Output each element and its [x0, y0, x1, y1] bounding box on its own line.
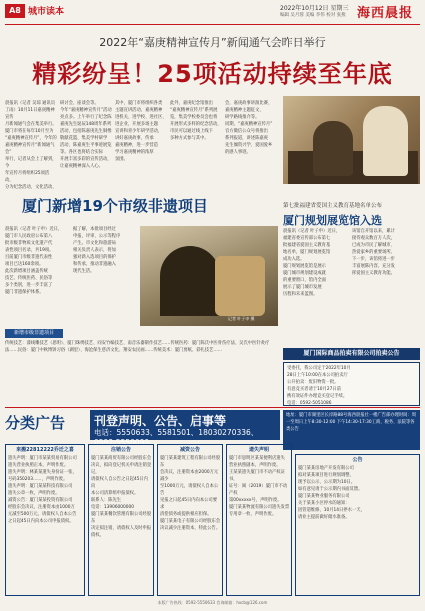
- section-name: 城市读本: [28, 7, 65, 17]
- text-line: 请业主提前做好储水准备。: [298, 515, 350, 520]
- text-line: 展示了厦门城市发展: [283, 285, 322, 290]
- issue-date: 2022年10月12日 星期三: [280, 5, 349, 12]
- page-footer: 本版广告热线：0592-5550633 咨询邮箱：hxcb@126.com: [157, 600, 268, 605]
- box-content: [5, 340, 280, 354]
- text-line: 嘉庚精神主题征文、: [225, 108, 264, 113]
- text-line: 批福建省爱国主义教育基: [283, 243, 331, 248]
- ads-col2: [91, 455, 152, 593]
- text-line: 其中，厦门市将组织各类: [115, 101, 163, 106]
- text-line: 成功入选。: [283, 257, 305, 262]
- text-line: 传统医药：厦门陈氏中医骨伤疗法、吴氏中医针灸疗法……: [5, 341, 270, 353]
- article1-col1: [5, 100, 57, 190]
- text-line: 电话：0592-5051086: [287, 401, 332, 405]
- text-line: 公开拍卖：废旧物资一批。: [287, 380, 339, 385]
- text-line: 遗失营业执照正本，声明作废。: [8, 463, 69, 468]
- text-line: 市民可以通过线上线下: [170, 129, 213, 134]
- text-line: 官方微信公众号将推出: [225, 129, 268, 134]
- text-line: 先生倾资兴学、爱国爱乡: [225, 143, 273, 148]
- auction-box: [283, 362, 420, 406]
- text-line: 有意竞买者请于10月27日前: [287, 387, 341, 392]
- article3-headline: 厦门规划展览馆入选: [283, 214, 382, 227]
- text-line: 活动，包括陈嘉庚先生铜像: [60, 129, 112, 134]
- text-line: 现予以公示，公示期为10日。: [298, 480, 356, 485]
- text-line: 会决议，注册资本由2000万元减少: [160, 470, 219, 482]
- article3-col2: [352, 228, 420, 344]
- text-line: 氛围。: [115, 157, 128, 162]
- text-line: 的重要窗口，馆内全面: [283, 278, 326, 283]
- text-line: 厦门市思明区某某便利店遗失: [229, 456, 285, 461]
- text-line: 遗失声明：林某某遗失身份证一张，: [8, 470, 77, 475]
- text-line: 王某某遗失厦门市不动产权证书，: [229, 470, 285, 482]
- text-line: 厦门市将在每年10月至为: [5, 129, 54, 134]
- text-line: 厦门城市规划建设成就: [283, 271, 326, 276]
- text-line: 表性项目名录，共19项。: [5, 248, 54, 253]
- text-line: 多种方式参与其中。: [170, 136, 209, 141]
- text-line: 请债权人自公告之日起45日内向: [91, 477, 149, 489]
- text-line: 月新闻通气会在集美举行。: [5, 122, 57, 127]
- text-line: 讲好嘉庚故事，传承: [115, 136, 154, 141]
- text-line: 遗失声明：厦门市某某贸易有限公司: [8, 456, 77, 461]
- text-line: 厦门某某房地产开发有限公司: [298, 466, 354, 471]
- article1-headline: 精彩纷呈！25项活动持续至年底: [32, 60, 393, 88]
- article2-photo-caption: 记者 叶子申 摄: [228, 316, 255, 321]
- text-line: 学习嘉庚精神的浓厚: [115, 150, 154, 155]
- text-line: 申报、评审、公示等程序: [73, 234, 121, 239]
- text-line: 厦门非遗保护体系。: [5, 290, 44, 295]
- text-line: 厦门某某物流有限公司遗失发票: [229, 505, 290, 510]
- header-divider: [5, 24, 420, 25]
- text-line: 嘉庚先生诞辰148周年系列: [60, 122, 112, 127]
- text-line: 遗失声明：厦门某某科技有限公司: [8, 484, 73, 489]
- text-line: 览，集美学校委员会也将: [170, 115, 218, 120]
- text-line: 至1000万元，请债权人自本公告: [160, 484, 219, 496]
- text-line: 据了解，本批项目经过: [73, 227, 116, 232]
- text-line: 举行，记者从会上了解到，今: [5, 157, 57, 169]
- ads-col2-title: 注销公告: [110, 447, 131, 453]
- box-title: 新增市级非遗项目: [5, 329, 63, 338]
- text-line: 工商、税务、法院等各类公告: [286, 420, 415, 432]
- text-line: 接待观众数百万人次，: [352, 236, 395, 241]
- text-line: 多个类别，进一步丰富了: [5, 283, 53, 288]
- ads-col1-title: 来搬22812222乔迁之喜: [16, 447, 74, 453]
- ads-col3: [160, 455, 221, 593]
- text-line: 研学路线推介等。: [225, 115, 260, 120]
- text-line: 会，嘉庚故事讲演比赛、: [225, 101, 273, 106]
- text-line: 营业执照副本，声明作废。: [229, 463, 281, 468]
- article2-photo: [140, 226, 278, 326]
- text-line: 进企业，开展多场主题: [115, 122, 158, 127]
- text-line: 活动、陈嘉庚生平事迹展览: [60, 143, 112, 148]
- ads-col4-title: 遗失声明: [248, 447, 269, 453]
- text-line: 厦门某某餐饮管理有限公司经股东: [91, 512, 152, 524]
- page-header: [0, 0, 425, 24]
- text-line: 分为纪念活动、文化活动、: [5, 185, 57, 190]
- text-line: 宣讲和青少年研学活动，: [115, 129, 163, 134]
- text-line: 现代生活。: [73, 269, 95, 274]
- text-line: 强对新入选项目的保护: [73, 255, 116, 260]
- editors-line: 编辑 吴月蓉 美编 李伟 校对 张燕: [280, 13, 346, 18]
- article3-col1: [283, 228, 349, 344]
- text-line: 敬献花篮、集美学村研学: [60, 136, 108, 141]
- text-line: 联系人：陈先生: [91, 498, 122, 503]
- text-line: 福建省委宣传部公布第七: [283, 236, 331, 241]
- text-line: 厦门某某建筑工程有限公司经股东: [160, 456, 221, 468]
- text-line: 此次新增项目涵盖传统: [5, 269, 48, 274]
- text-line: 批市级非物质文化遗产代: [5, 241, 53, 246]
- ads-col4: [229, 455, 290, 593]
- text-line: 丁雨）10月11日嘉庚精神宣传: [5, 108, 55, 120]
- article2-col2: [73, 226, 137, 326]
- text-line: 挥爱国主义教育功能。: [352, 271, 395, 276]
- text-line: 的感人事迹。: [225, 150, 251, 155]
- page-number: A8: [5, 4, 25, 18]
- text-line: 开展丰富多彩的宣传活动，: [60, 157, 112, 162]
- ads-col1: [8, 455, 83, 593]
- text-line: 经股东会决议，注册资本由1000万: [8, 505, 75, 510]
- text-line: 产生。市文化和旅游局: [73, 241, 116, 246]
- text-line: 地址：厦门市湖里区长岸路88号: [286, 413, 348, 418]
- text-line: 如有意见请于公示期内书面反馈。: [298, 487, 363, 492]
- text-line: 此外，嘉庚纪念馆推出: [170, 101, 213, 106]
- text-line: 嘉庚精神宣传月“新闻通气会”: [5, 143, 55, 155]
- article1-col5: [225, 100, 280, 190]
- text-line: 技艺、传统医药、民俗等: [5, 276, 53, 281]
- text-line: 拟对某某项目进行规划调整，: [298, 473, 354, 478]
- text-line: 主题宣讲活动，嘉庚精神: [115, 108, 163, 113]
- text-line: 晨报讯（记者 吴琼 通讯员: [5, 101, 55, 106]
- text-line: 携有效证件办理竞买登记手续。: [287, 394, 348, 399]
- text-line: 亮点多。上午举行了纪念陈: [60, 115, 112, 120]
- text-line: 热爱家乡的重要场所。: [352, 250, 395, 255]
- text-line: 本公司清算组申报债权。: [91, 491, 139, 496]
- text-line: 今年“嘉庚精神宣传月”活动: [60, 108, 112, 113]
- text-line: 专用章一枚，声明作废。: [229, 512, 277, 517]
- text-line: 厦门规划展览馆是展示: [283, 264, 326, 269]
- text-line: 因管道维修，10月14日停水一天，: [298, 508, 365, 513]
- auction-title: 厦门国际商品拍卖有限公司拍卖公告: [283, 348, 420, 360]
- text-line: 丰富展陈内容，充分发: [352, 264, 395, 269]
- text-line: 决定拟注销，请债权人及时申报债权。: [91, 526, 152, 538]
- text-line: 28日上午10:00在本公司拍卖厅: [287, 373, 348, 378]
- text-line: 证号：闽（2019）厦门市不动产权: [229, 484, 288, 496]
- text-line: 开展形式多样的纪念活动，: [170, 122, 222, 127]
- text-line: 第00xxxxx号，声明作废。: [229, 498, 282, 503]
- text-line: 等。各区也将结合实际: [60, 150, 103, 155]
- text-line: 厦门某某商贸有限公司经股东会: [91, 456, 152, 461]
- ads-category: 分类广告: [5, 414, 66, 432]
- ads-col3-title: 减资公告: [179, 447, 200, 453]
- text-line: “嘉庚精神宣传月”，今年的: [5, 136, 57, 141]
- ads-divider: [5, 407, 420, 408]
- text-line: 厦门某某物业服务有限公司: [298, 494, 350, 499]
- text-line: 晨报讯（记者 叶子申）近日，: [283, 229, 341, 234]
- text-line: 目前厦门市级非遗代表性: [5, 255, 53, 260]
- article1-kicker: 2022年“嘉庚精神宣传月”新闻通气会昨日举行: [99, 36, 326, 49]
- text-line: 该馆自开馆以来，累计: [352, 229, 395, 234]
- auction-content: [287, 365, 417, 405]
- newspaper-logo: 海西晨报: [357, 6, 414, 21]
- text-line: 电话：13906000000: [91, 505, 134, 510]
- ads-col5: [298, 465, 418, 593]
- text-line: 研讨会、座谈会等。: [60, 101, 99, 106]
- text-line: 同期，“嘉庚精神宣传月”: [225, 122, 273, 127]
- text-line: 和传承，推动非遗融入: [73, 262, 116, 267]
- text-line: 上午8:30-12:00 下午14:30-17:30: [303, 420, 372, 425]
- text-line: 清偿债务或提供相应担保。: [160, 512, 212, 517]
- text-line: 传统技艺：漆线雕技艺（思明）、厦门珠绣技艺、同安竹编技艺、南音乐器制作技艺……: [5, 341, 171, 346]
- text-line: 传统美术：厦门剪纸、彩扎技艺……: [153, 348, 222, 353]
- text-line: 民俗：厦门中秋博饼习俗（湖里）、海沧保生慈济文化、翔安农民画……: [17, 348, 154, 353]
- text-line: 年宣传月将组织25项活动，: [5, 171, 50, 183]
- article2-col1: [5, 226, 70, 326]
- text-line: 让嘉庚精神深入人心。: [60, 164, 103, 169]
- text-line: “嘉庚精神宣传月”系列展: [170, 108, 218, 113]
- text-line: 相关负责人表示，将加: [73, 248, 116, 253]
- text-line: 嘉庚精神，进一步营造: [115, 143, 158, 148]
- text-line: 厦门某某电子有限公司经股东会: [160, 519, 221, 524]
- ads-right-box: [283, 410, 420, 450]
- text-line: 历程和未来蓝图。: [283, 292, 318, 297]
- text-line: 受委托，我公司定于2022年10月: [287, 366, 351, 371]
- text-line: 厦门市人民政府公布第八: [5, 234, 53, 239]
- ads-banner: [90, 410, 280, 447]
- text-line: 减资公告：厦门某某投资有限公司: [8, 498, 73, 503]
- ads-banner-phone: 电话：5550633、5581501、18030270336、0592-5550099: [94, 428, 259, 447]
- text-line: 决议，拟向登记机关申请注销登记，: [91, 463, 152, 475]
- ads-banner-title: 刊登声明、公告、启事等: [94, 414, 227, 428]
- text-line: 遗失公章一枚，声明作废。: [8, 491, 60, 496]
- text-line: 进机关、进学校、进社区、: [115, 115, 167, 120]
- text-line: 系列报道，讲述陈嘉庚: [225, 136, 268, 141]
- text-line: 晨报讯（记者 叶子申）近日，: [5, 227, 63, 232]
- text-line: 见报之日起45日内向本公司要求: [160, 498, 218, 510]
- text-line: 关于某某小区停水的通知：: [298, 501, 350, 506]
- text-line: 项目已达160余项。: [5, 262, 44, 267]
- article2-headline: 厦门新增19个市级非遗项目: [22, 197, 208, 215]
- text-line: 已成为市民了解城市、: [352, 243, 395, 248]
- text-line: 之日起45日内向本公司申报债权。: [8, 519, 74, 524]
- text-line: 地名单，厦门规划展览馆: [283, 250, 331, 255]
- article1-col2: [60, 100, 112, 190]
- text-line: 海西晨报社一楼广告部: [347, 413, 391, 418]
- article3-kicker: 第七批福建省爱国主义教育基地名单公布: [283, 203, 383, 209]
- ads-col5-title: 公告: [352, 457, 363, 463]
- article1-photo: [283, 96, 420, 184]
- text-line: 办理时间：周一至周日: [286, 413, 417, 425]
- text-line: 元减至500万元，请债权人自本公告: [8, 512, 77, 517]
- article1-col4: [170, 100, 222, 190]
- text-line: 决议减少注册资本，特此公告。: [160, 526, 221, 531]
- text-line: 下一步，该馆将进一步: [352, 257, 395, 262]
- text-line: 号码350203……，声明作废。: [8, 477, 68, 482]
- article1-col3: [115, 100, 167, 190]
